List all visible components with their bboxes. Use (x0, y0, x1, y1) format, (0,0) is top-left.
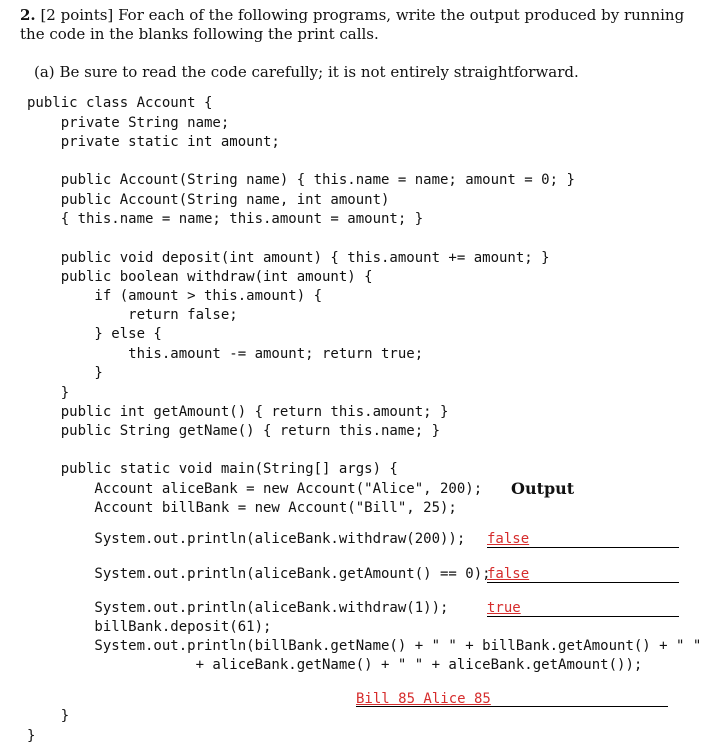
answer-blank-line (487, 616, 679, 617)
code-line: public Account(String name) { this.name = name; amount = 0; } (27, 172, 575, 188)
code-line: private static int amount; (27, 134, 280, 150)
question-points: [2 points] (40, 6, 114, 24)
part-a-label: (a) (34, 63, 55, 81)
code-line: this.amount -= amount; return true; (27, 346, 424, 362)
code-line: } (27, 708, 70, 724)
code-line: public int getAmount() { return this.amount; } (27, 404, 449, 420)
question-prompt-line1: For each of the following programs, write the output produced by running (118, 6, 685, 24)
answer-3: true (487, 600, 521, 616)
part-a-instruction (34, 63, 579, 82)
code-line: billBank.deposit(61); (27, 619, 272, 635)
code-line: { this.name = name; this.amount = amount; } (27, 211, 424, 227)
code-line: public boolean withdraw(int amount) { (27, 269, 373, 285)
code-line: Account aliceBank = new Account("Alice", 200); (27, 481, 483, 497)
answer-1: false (487, 531, 530, 547)
answer-4: Bill 85 Alice 85 (356, 691, 491, 707)
code-line: System.out.println(aliceBank.getAmount() == 0); (27, 566, 491, 582)
code-line: + aliceBank.getName() + " " + aliceBank.getAmount()); (27, 657, 643, 673)
code-line: Account billBank = new Account("Bill", 25); (27, 500, 457, 516)
answer-2: false (487, 566, 530, 582)
code-line: } else { (27, 326, 162, 342)
code-line: if (amount > this.amount) { (27, 288, 323, 304)
output-header: Output (511, 479, 575, 498)
question-header (20, 6, 684, 25)
code-line: public String getName() { return this.name; } (27, 423, 441, 439)
code-line: return false; (27, 307, 238, 323)
code-line: System.out.println(aliceBank.withdraw(1)); (27, 600, 449, 616)
part-a-text: Be sure to read the code carefully; it is not entirely straightforward. (59, 63, 579, 81)
answer-blank-line (487, 547, 679, 548)
code-line: System.out.println(billBank.getName() + " " + billBank.getAmount() + " " (27, 638, 702, 654)
code-line: } (27, 365, 103, 381)
answer-blank-line (356, 706, 668, 707)
question-prompt-line2: the code in the blanks following the print calls. (20, 25, 379, 43)
answer-blank-line (487, 582, 679, 583)
code-line: public void deposit(int amount) { this.amount += amount; } (27, 250, 550, 266)
code-line: private String name; (27, 115, 230, 131)
code-line: public class Account { (27, 95, 213, 111)
code-line: } (27, 728, 36, 744)
code-line: public Account(String name, int amount) (27, 192, 390, 208)
code-line: System.out.println(aliceBank.withdraw(200)); (27, 531, 466, 547)
code-line: } (27, 385, 70, 401)
question-number: 2. (20, 6, 36, 24)
code-line: public static void main(String[] args) { (27, 461, 398, 477)
